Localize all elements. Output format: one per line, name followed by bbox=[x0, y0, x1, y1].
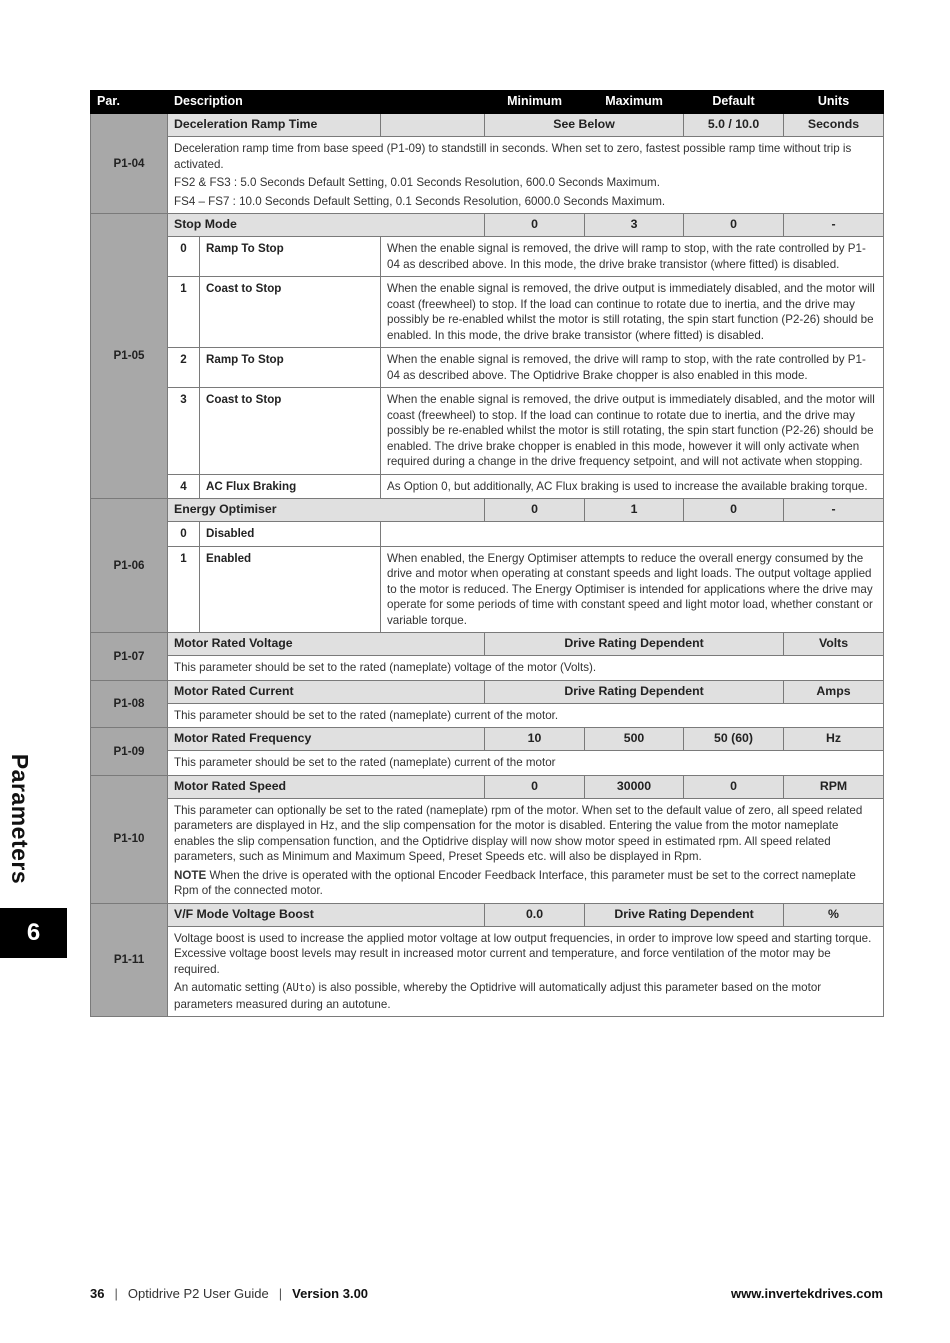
empty-cell bbox=[381, 114, 485, 137]
description-text: Voltage boost is used to increase the applied motor voltage at low output frequencies, in order to improve low speed and starting torque. Excessive voltage boost levels may result in increased motor current and temperature, and force ventilation of the motor may be required. bbox=[174, 931, 872, 976]
option-row bbox=[91, 522, 884, 547]
parameter-code: P1-04 bbox=[91, 114, 168, 214]
header-minimum: Minimum bbox=[485, 91, 585, 114]
description-text bbox=[174, 980, 877, 1012]
parameter-name: Deceleration Ramp Time bbox=[168, 114, 381, 137]
header-units: Units bbox=[784, 91, 884, 114]
parameter-name: Motor Rated Speed bbox=[168, 775, 485, 798]
option-name: Ramp To Stop bbox=[200, 237, 381, 277]
description-text: This parameter can optionally be set to the rated (nameplate) rpm of the motor. When set to the default value of zero, all speed related parameters are displayed in Hz, and the slip compensation for the motor is disabled. Entering the value from the motor nameplate enables the slip compensation function, and the Optidrive display will now show motor speed in estimated rpm. All speed related parameters, such as Minimum and Maximum Speed, Preset Speeds etc. will also be displayed in Rpm. bbox=[174, 803, 863, 863]
header-description: Description bbox=[168, 91, 485, 114]
parameter-units: % bbox=[784, 903, 884, 926]
note-label: NOTE bbox=[174, 868, 207, 882]
guide-title: Optidrive P2 User Guide bbox=[127, 1286, 269, 1301]
option-number: 1 bbox=[168, 277, 200, 348]
parameter-row bbox=[91, 214, 884, 237]
option-number: 0 bbox=[168, 522, 200, 547]
website-link[interactable]: www.invertekdrives.com bbox=[731, 1286, 883, 1301]
parameter-code: P1-11 bbox=[91, 903, 168, 1017]
option-description: As Option 0, but additionally, AC Flux braking is used to increase the available braking torque. bbox=[381, 474, 884, 499]
parameter-units: - bbox=[784, 499, 884, 522]
parameter-name: Motor Rated Frequency bbox=[168, 728, 485, 751]
parameter-description bbox=[168, 926, 884, 1017]
option-name: Ramp To Stop bbox=[200, 348, 381, 388]
option-row bbox=[91, 237, 884, 277]
parameter-min: 0 bbox=[485, 775, 585, 798]
parameter-max: 1 bbox=[585, 499, 684, 522]
description-text: FS2 & FS3 : 5.0 Seconds Default Setting, 0.01 Seconds Resolution, 600.0 Seconds Maximum. bbox=[174, 176, 660, 189]
parameter-code: P1-07 bbox=[91, 633, 168, 681]
parameter-description-row bbox=[91, 703, 884, 728]
header-default: Default bbox=[684, 91, 784, 114]
option-description: When enabled, the Energy Optimiser attempts to reduce the overall energy consumed by the drive and motor when operating at constant speeds and light loads. The output voltage applied to the motor is reduced. The Energy Optimiser is intended for applications where the drive may operate for some periods of time with constant speed and light motor load, whether constant or variable torque. bbox=[381, 546, 884, 633]
parameter-units: Seconds bbox=[784, 114, 884, 137]
parameter-name: Motor Rated Voltage bbox=[168, 633, 485, 656]
version-label: Version 3.00 bbox=[292, 1286, 369, 1301]
text-before-lcd: An automatic setting ( bbox=[174, 981, 287, 994]
parameter-default: 5.0 / 10.0 bbox=[684, 114, 784, 137]
parameter-max-default: Drive Rating Dependent bbox=[585, 903, 784, 926]
option-name: Disabled bbox=[200, 522, 381, 547]
parameter-row bbox=[91, 633, 884, 656]
parameter-name: V/F Mode Voltage Boost bbox=[168, 903, 485, 926]
parameter-units: Amps bbox=[784, 680, 884, 703]
note-paragraph bbox=[174, 868, 877, 899]
parameter-max: 500 bbox=[585, 728, 684, 751]
header-par: Par. bbox=[91, 91, 168, 114]
parameter-row bbox=[91, 903, 884, 926]
parameter-units: Volts bbox=[784, 633, 884, 656]
section-tab-number: 6 bbox=[0, 908, 67, 958]
footer-left bbox=[90, 1286, 368, 1301]
note-text: When the drive is operated with the optional Encoder Feedback Interface, this parameter must be set to the correct nameplate Rpm of the connected motor. bbox=[174, 868, 856, 897]
parameter-name: Energy Optimiser bbox=[168, 499, 485, 522]
option-description: When the enable signal is removed, the drive will ramp to stop, with the rate controlled by P1-04 as described above. In this mode, the drive brake transistor (where fitted) is disabled. bbox=[381, 237, 884, 277]
parameter-max: 30000 bbox=[585, 775, 684, 798]
parameter-row bbox=[91, 728, 884, 751]
option-description: When the enable signal is removed, the drive output is immediately disabled, and the motor will coast (freewheel) to stop. If the load can continue to rotate due to inertia, and the drive may possibly be re-enabled whilst the motor is still rotating, the spin start function (P2-26) should be enabled. The drive brake chopper is enabled in this mode, however it will only activate when required during a change in the drive frequency setpoint, and will not activate when stopping. bbox=[381, 388, 884, 475]
option-row bbox=[91, 546, 884, 633]
header-maximum: Maximum bbox=[585, 91, 684, 114]
parameter-description-row bbox=[91, 926, 884, 1017]
parameter-range: Drive Rating Dependent bbox=[485, 633, 784, 656]
section-tab-label: Parameters bbox=[7, 753, 33, 885]
page-number: 36 bbox=[90, 1286, 105, 1301]
option-row bbox=[91, 388, 884, 475]
option-description: When the enable signal is removed, the drive output is immediately disabled, and the motor will coast (freewheel) to stop. If the load can continue to rotate due to inertia, and the drive may possibly be re-enabled whilst the motor is still rotating, the spin start function (P2-26) should be enabled. In this mode, the drive brake transistor (where fitted) is disabled. bbox=[381, 277, 884, 348]
parameter-units: RPM bbox=[784, 775, 884, 798]
parameter-code: P1-09 bbox=[91, 728, 168, 776]
option-row bbox=[91, 277, 884, 348]
option-name: Coast to Stop bbox=[200, 277, 381, 348]
option-description bbox=[381, 522, 884, 547]
option-number: 2 bbox=[168, 348, 200, 388]
description-text: Deceleration ramp time from base speed (P1-09) to standstill in seconds. When set to zero, fastest possible ramp time without trip is activated. bbox=[174, 142, 852, 171]
parameter-min: 0 bbox=[485, 499, 585, 522]
parameter-name: Stop Mode bbox=[168, 214, 485, 237]
parameter-row bbox=[91, 775, 884, 798]
parameter-range: See Below bbox=[485, 114, 684, 137]
option-row bbox=[91, 474, 884, 499]
parameter-default: 0 bbox=[684, 499, 784, 522]
parameter-description-row bbox=[91, 798, 884, 903]
parameter-description bbox=[168, 798, 884, 903]
option-description: When the enable signal is removed, the drive will ramp to stop, with the rate controlled by P1-04 as described above. The Optidrive Brake chopper is also enabled in this mode. bbox=[381, 348, 884, 388]
parameter-default: 0 bbox=[684, 775, 784, 798]
parameter-units: - bbox=[784, 214, 884, 237]
parameter-description: This parameter should be set to the rated (nameplate) current of the motor. bbox=[168, 703, 884, 728]
parameter-row bbox=[91, 499, 884, 522]
option-number: 4 bbox=[168, 474, 200, 499]
footer-separator: | bbox=[114, 1286, 118, 1301]
parameter-description-row bbox=[91, 656, 884, 681]
option-number: 0 bbox=[168, 237, 200, 277]
lcd-auto-text: AUto bbox=[286, 982, 312, 994]
option-name: AC Flux Braking bbox=[200, 474, 381, 499]
page-footer bbox=[90, 1284, 883, 1306]
parameter-row bbox=[91, 680, 884, 703]
parameter-units: Hz bbox=[784, 728, 884, 751]
parameter-code: P1-10 bbox=[91, 775, 168, 903]
parameter-description-row bbox=[91, 751, 884, 776]
parameter-code: P1-08 bbox=[91, 680, 168, 728]
parameter-range: Drive Rating Dependent bbox=[485, 680, 784, 703]
option-number: 1 bbox=[168, 546, 200, 633]
parameter-table bbox=[90, 90, 884, 1017]
parameter-default: 0 bbox=[684, 214, 784, 237]
parameter-code: P1-06 bbox=[91, 499, 168, 633]
parameter-min: 0.0 bbox=[485, 903, 585, 926]
parameter-row bbox=[91, 114, 884, 137]
parameter-description: This parameter should be set to the rated (nameplate) current of the motor bbox=[168, 751, 884, 776]
parameter-description: This parameter should be set to the rated (nameplate) voltage of the motor (Volts). bbox=[168, 656, 884, 681]
option-number: 3 bbox=[168, 388, 200, 475]
parameter-min: 10 bbox=[485, 728, 585, 751]
parameter-description-row bbox=[91, 137, 884, 214]
option-name: Coast to Stop bbox=[200, 388, 381, 475]
parameter-default: 50 (60) bbox=[684, 728, 784, 751]
parameter-name: Motor Rated Current bbox=[168, 680, 485, 703]
parameter-max: 3 bbox=[585, 214, 684, 237]
option-row bbox=[91, 348, 884, 388]
option-name: Enabled bbox=[200, 546, 381, 633]
description-text: FS4 – FS7 : 10.0 Seconds Default Setting, 0.1 Seconds Resolution, 6000.0 Seconds Maximum. bbox=[174, 194, 666, 208]
parameter-min: 0 bbox=[485, 214, 585, 237]
table-header-row bbox=[91, 91, 884, 114]
parameter-code: P1-05 bbox=[91, 214, 168, 499]
footer-separator: | bbox=[278, 1286, 283, 1301]
parameter-description bbox=[168, 137, 884, 214]
text-after-lcd: ) is also possible, whereby the Optidrive will automatically adjust this parameter based on the motor parameters measured during an autotune. bbox=[174, 981, 822, 1011]
